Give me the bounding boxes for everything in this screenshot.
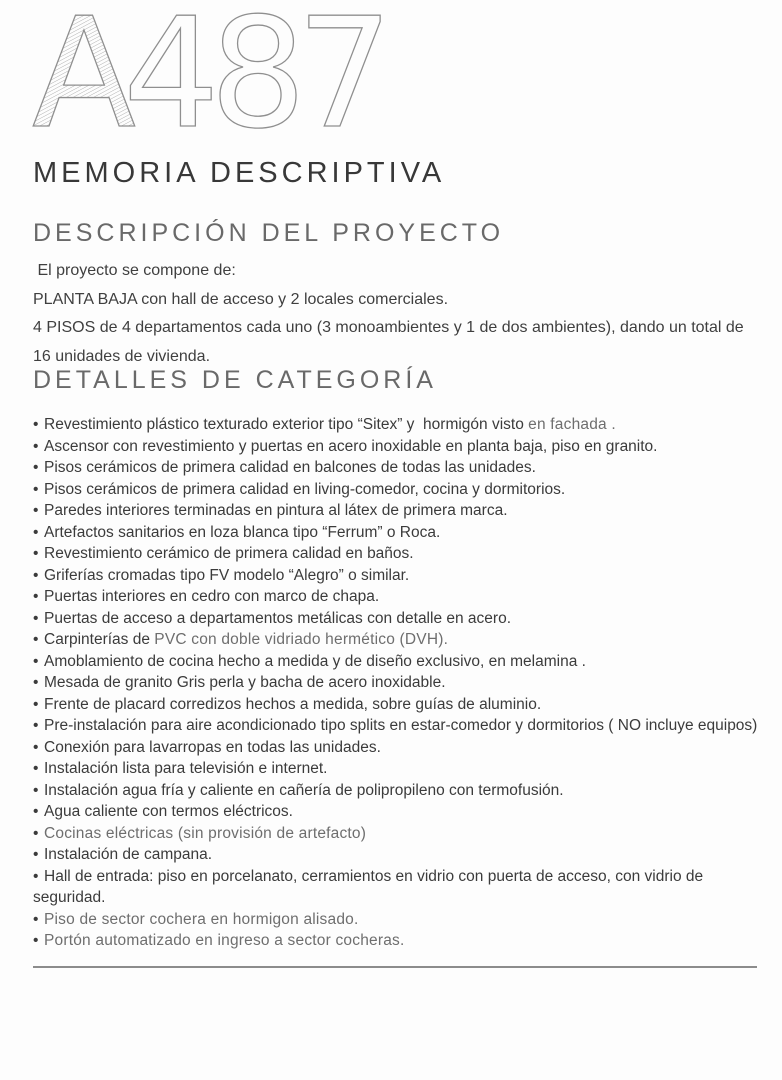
list-item-text: en fachada . [528,416,616,433]
list-item-text: Revestimiento plástico texturado exterior tipo “Sitex” y hormigón visto [44,416,529,433]
details-bullet-list [33,414,773,952]
bullet-dot-icon: • [33,459,39,476]
list-item [33,737,773,759]
list-item [33,715,773,737]
list-item-text: Conexión para lavarropas en todas las unidades. [44,738,381,756]
list-item [33,436,773,458]
page-title: MEMORIA DESCRIPTIVA [33,157,446,189]
list-item-text: Puertas de acceso a departamentos metálicas con detalle en acero. [44,609,511,627]
project-line-3: 4 PISOS de 4 departamentos cada uno (3 monoambientes y 1 de dos ambientes), dando un total de 16 unidades de vivienda. [33,319,749,365]
bullet-dot-icon: • [33,695,39,713]
section-heading-proyecto: DESCRIPCIÓN DEL PROYECTO [33,219,505,247]
list-item [33,694,773,716]
list-item [33,608,773,630]
list-item-text: Pisos cerámicos de primera calidad en balcones de todas las unidades. [44,459,536,476]
list-item [33,500,773,522]
list-item-text: Paredes interiores terminadas en pintura al látex de primera marca. [44,502,508,519]
bullet-dot-icon: • [33,674,39,691]
bullet-dot-icon: • [33,846,39,863]
list-item [33,479,773,501]
bullet-dot-icon: • [33,416,39,433]
bullet-dot-icon: • [33,480,39,498]
list-item [33,522,773,544]
section-heading-categoria: DETALLES DE CATEGORÍA [33,366,437,394]
list-item-text: Carpinterías de [44,631,155,648]
bullet-dot-icon: • [33,609,39,627]
list-item [33,780,773,802]
bullet-dot-icon: • [33,824,39,842]
list-item-text: Mesada de granito Gris perla y bacha de acero inoxidable. [44,674,446,691]
list-item-text: Puertas interiores en cedro con marco de chapa. [44,588,380,605]
list-item-text: Instalación agua fría y caliente en cañería de polipropileno con termofusión. [44,781,564,799]
bullet-dot-icon: • [33,910,39,928]
list-item [33,758,773,780]
list-item-text: Cocinas eléctricas (sin provisión de artefacto) [44,824,367,842]
bullet-dot-icon: • [33,631,39,648]
list-item [33,930,773,952]
bullet-dot-icon: • [33,502,39,519]
bullet-dot-icon: • [33,523,39,541]
list-item-text: Portón automatizado en ingreso a sector cocheras. [44,932,405,949]
list-item [33,909,773,931]
bullet-dot-icon: • [33,717,39,734]
list-item-text: Instalación de campana. [44,846,213,863]
list-item [33,672,773,694]
bullet-dot-icon: • [33,545,39,562]
logo-letter-a: A [32,4,136,140]
list-item [33,629,773,651]
bullet-dot-icon: • [33,738,39,756]
bullet-dot-icon: • [33,867,39,885]
bullet-dot-icon: • [33,437,39,455]
list-item-text: Pre-instalación para aire acondicionado tipo splits en estar-comedor y dormitorios ( NO incluye equipos) [44,717,758,734]
project-line-1: El proyecto se compone de: [33,262,236,279]
list-item-text: Instalación lista para televisión e internet. [44,760,328,777]
list-item [33,543,773,565]
bullet-dot-icon: • [33,803,39,820]
logo-a487 [30,4,386,140]
bullet-dot-icon: • [33,760,39,777]
bullet-dot-icon: • [33,652,39,670]
list-item-text: Amoblamiento de cocina hecho a medida y de diseño exclusivo, en melamina . [44,652,586,670]
list-item [33,457,773,479]
list-item-text: Agua caliente con termos eléctricos. [44,803,293,820]
list-item [33,565,773,587]
list-item [33,801,773,823]
list-item-text: Artefactos sanitarios en loza blanca tipo “Ferrum” o Roca. [44,523,441,541]
list-item-text: Piso de sector cochera en hormigon alisado. [44,910,359,928]
list-item [33,586,773,608]
footer-divider-line [33,966,757,968]
list-item-text: PVC con doble vidriado hermético (DVH). [154,631,449,648]
bullet-dot-icon: • [33,781,39,799]
list-item [33,866,773,909]
list-item-text: Pisos cerámicos de primera calidad en living-comedor, cocina y dormitorios. [44,480,566,498]
list-item [33,823,773,845]
project-description-paragraphs [33,257,765,371]
bullet-dot-icon: • [33,588,39,605]
list-item [33,651,773,673]
logo-digits-487: 487 [123,4,384,140]
bullet-dot-icon: • [33,566,39,584]
list-item-text: Revestimiento cerámico de primera calidad en baños. [44,545,414,562]
project-line-2: PLANTA BAJA con hall de acceso y 2 locales comerciales. [33,290,449,308]
list-item-text: Hall de entrada: piso en porcelanato, cerramientos en vidrio con puerta de acceso, con vidrio de seguridad. [33,867,708,906]
list-item-text: Griferías cromadas tipo FV modelo “Alegro” o similar. [44,566,410,584]
list-item-text: Frente de placard corredizos hechos a medida, sobre guías de aluminio. [44,695,542,713]
bullet-dot-icon: • [33,932,39,949]
list-item [33,844,773,866]
list-item-text: Ascensor con revestimiento y puertas en acero inoxidable en planta baja, piso en granito. [44,437,658,455]
list-item [33,414,773,436]
